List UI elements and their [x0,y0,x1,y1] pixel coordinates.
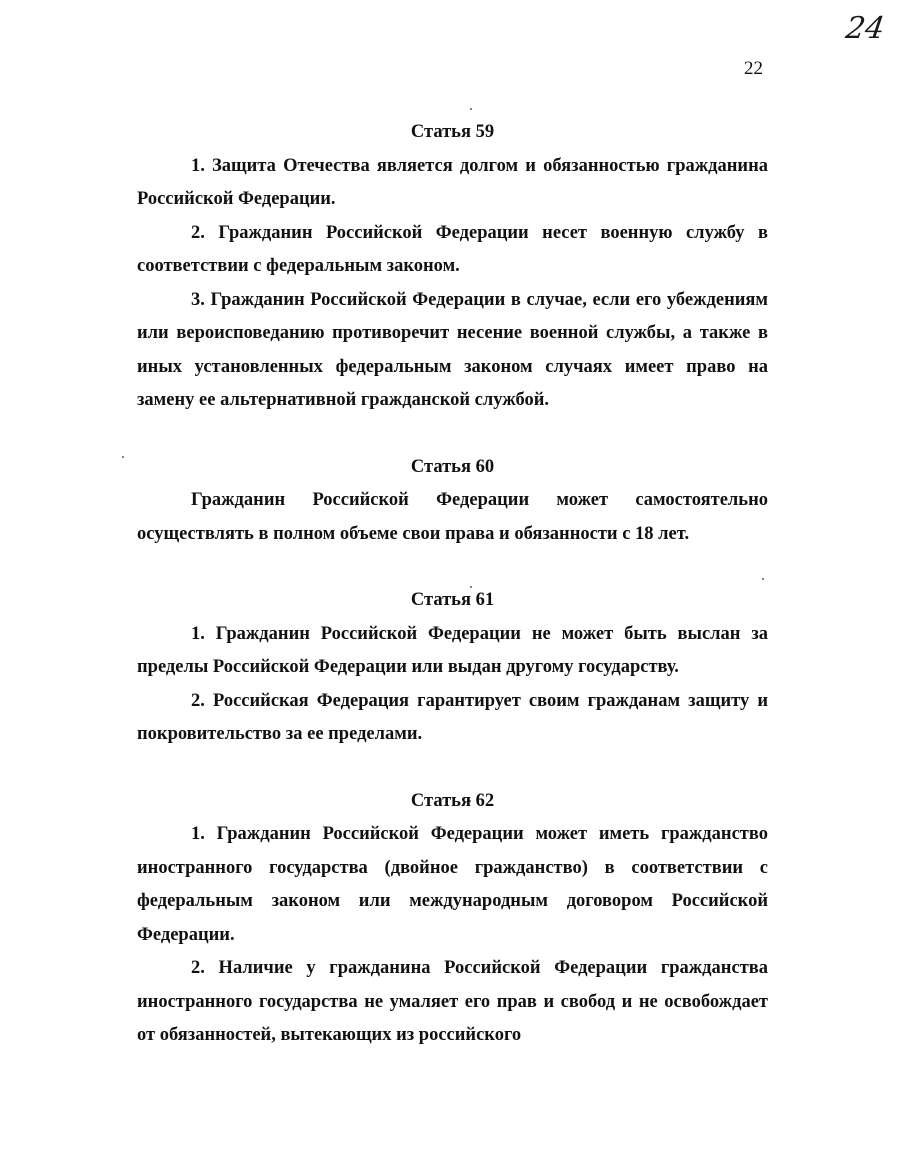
article-heading: Статья 60 [410,456,495,477]
handwritten-sheet-number: 24 [843,11,887,46]
article-60 [137,451,768,552]
scan-speck [470,108,472,110]
article-paragraph: 3. Гражданин Российской Федерации в случае, если его убеждениям или вероисповеданию противоречит несение военной службы, а также в иных установленных федеральным законом случаях имеет право на замену ее альтернативной гражданской службой. [137,289,768,410]
article-paragraph: 2. Российская Федерация гарантирует своим гражданам защиту и покровительство за ее пределами. [137,690,768,744]
article-heading: Статья 62 [410,790,495,811]
article-paragraph: 1. Гражданин Российской Федерации не может быть выслан за пределы Российской Федерации или выдан другому государству. [137,623,768,677]
article-heading: Статья 59 [410,122,495,142]
article-paragraph: Гражданин Российской Федерации может самостоятельно осуществлять в полном объеме свои права и обязанности с 18 лет. [137,490,768,544]
article-heading: Статья 61 [410,590,495,610]
article-59 [137,116,768,418]
page-number: 22 [744,58,763,79]
article-62 [137,785,768,1053]
article-paragraph: 1. Гражданин Российской Федерации может иметь гражданство иностранного государства (двойное гражданство) в соответствии с федеральным законом или международным договором Российской Федерации. [137,824,768,945]
article-paragraph: 1. Защита Отечества является долгом и обязанностью гражданина Российской Федерации. [137,155,768,209]
article-paragraph: 2. Наличие у гражданина Российской Федерации гражданства иностранного государства не умаляет его прав и свобод и не освобождает от обязанностей, вытекающих из российского [137,958,768,1045]
scan-speck [122,456,124,458]
document-body [137,116,768,1053]
article-paragraph: 2. Гражданин Российской Федерации несет военную службу в соответствии с федеральным законом. [137,222,768,276]
article-61 [137,584,768,752]
